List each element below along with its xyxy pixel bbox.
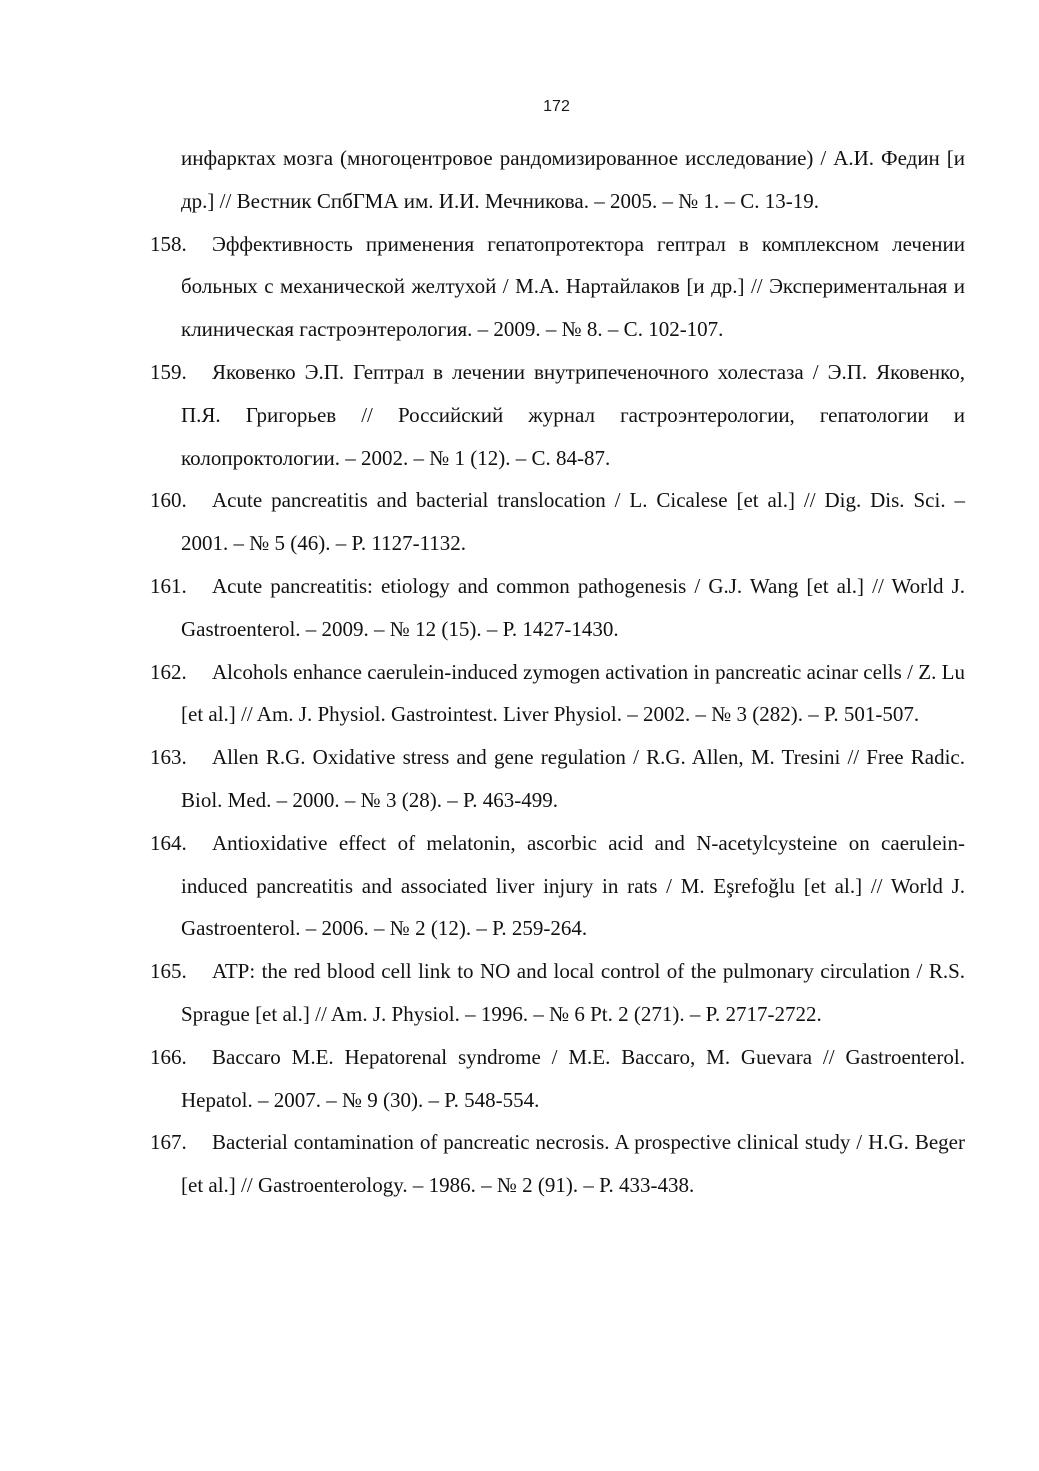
reference-text: Alcohols enhance caerulein-induced zymogen activation in pancreatic acinar cells / Z. Lu [et al.] // Am. J. Physiol. Gastrointest. Liver Physiol. – 2002. – № 3 (282). – P. 501-507. xyxy=(181,659,965,727)
reference-number: 164. xyxy=(150,830,187,855)
reference-number: 167. xyxy=(150,1130,187,1155)
reference-item-162 xyxy=(150,651,965,737)
reference-text: ATP: the red blood cell link to NO and local control of the pulmonary circulation / R.S. Sprague [et al.] // Am. J. Physiol. – 1996. – № 6 Pt. 2 (271). – P. 2717-2722. xyxy=(181,959,965,1026)
reference-item-164 xyxy=(150,822,965,950)
reference-item-159 xyxy=(150,351,965,479)
reference-number: 161. xyxy=(150,573,187,598)
reference-text: Bacterial contamination of pancreatic necrosis. A prospective clinical study / H.G. Beger [et al.] // Gastroenterology. – 1986. – № 2 (91). – P. 433-438. xyxy=(181,1130,965,1198)
reference-text: Эффективность применения гепатопротектора гептрал в комплексном лечении больных с механической желтухой / М.А. Нартайлаков [и др.] // Экспериментальная и клиническая гастроэнтерология. – 2009. – № 8. – С. 102-107. xyxy=(181,231,965,342)
reference-continuation: инфарктах мозга (многоцентровое рандомизированное исследование) / А.И. Федин [и др.] // Вестник СпбГМА им. И.И. Мечникова. – 2005. – № 1. – С. 13-19. xyxy=(181,146,965,213)
reference-number: 160. xyxy=(150,488,187,513)
page-number: 172 xyxy=(543,98,570,115)
reference-item-158 xyxy=(150,223,965,351)
reference-number: 159. xyxy=(150,359,187,384)
reference-number: 166. xyxy=(150,1044,187,1069)
reference-number: 163. xyxy=(150,745,187,770)
reference-list xyxy=(150,137,965,1207)
reference-text: Acute pancreatitis: etiology and common pathogenesis / G.J. Wang [et al.] // World J. Gastroenterol. – 2009. – № 12 (15). – P. 1427-1430. xyxy=(181,573,965,641)
reference-item-163 xyxy=(150,736,965,822)
reference-number: 162. xyxy=(150,659,187,684)
reference-item-161 xyxy=(150,565,965,651)
reference-item-165 xyxy=(150,950,965,1036)
reference-item-166 xyxy=(150,1036,965,1122)
reference-number: 158. xyxy=(150,231,187,256)
reference-text: Baccaro M.E. Hepatorenal syndrome / M.E. Baccaro, M. Guevara // Gastroenterol. Hepatol. – 2007. – № 9 (30). – P. 548-554. xyxy=(181,1044,965,1112)
reference-text: Acute pancreatitis and bacterial translocation / L. Cicalese [et al.] // Dig. Dis. Sci. – 2001. – № 5 (46). – P. 1127-1132. xyxy=(181,488,965,556)
reference-text: Antioxidative effect of melatonin, ascorbic acid and N-acetylcysteine on caerulein-induced pancreatitis and associated liver injury in rats / M. Eşrefoğlu [et al.] // World J. Gastroenterol. – 2006. – № 2 (12). – P. 259-264. xyxy=(181,830,965,941)
reference-text: Яковенко Э.П. Гептрал в лечении внутрипеченочного холестаза / Э.П. Яковенко, П.Я. Григорьев // Российский журнал гастроэнтерологии, гепатологии и колопроктологии. – 2002. – № 1 (12). – С. 84-87. xyxy=(181,359,965,470)
reference-text: Allen R.G. Oxidative stress and gene regulation / R.G. Allen, M. Tresini // Free Radic. Biol. Med. – 2000. – № 3 (28). – P. 463-499. xyxy=(181,745,965,812)
reference-item-160 xyxy=(150,479,965,565)
reference-item-167 xyxy=(150,1121,965,1207)
reference-number: 165. xyxy=(150,959,187,984)
